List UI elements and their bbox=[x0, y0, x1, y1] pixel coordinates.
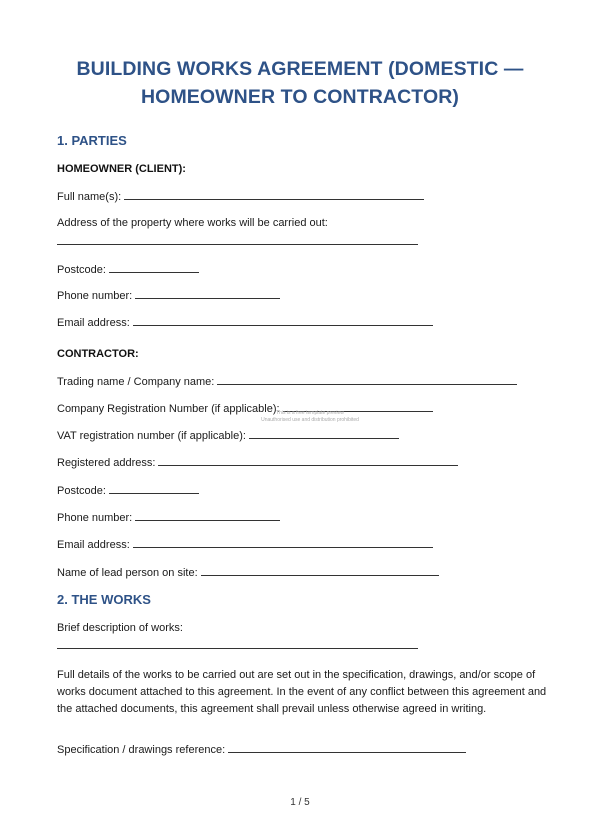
homeowner-email-label: Email address: bbox=[57, 317, 130, 329]
contractor-trading-name-field[interactable] bbox=[57, 375, 517, 388]
homeowner-phone-blank[interactable] bbox=[135, 289, 280, 299]
homeowner-email-field[interactable] bbox=[57, 316, 433, 329]
page-number: 1 / 5 bbox=[290, 797, 310, 808]
contractor-email-field[interactable] bbox=[57, 538, 433, 551]
contractor-registered-address-field[interactable] bbox=[57, 456, 458, 469]
homeowner-address-blank[interactable] bbox=[57, 244, 418, 245]
contractor-vat-label: VAT registration number (if applicable): bbox=[57, 430, 246, 442]
spec-reference-label: Specification / drawings reference: bbox=[57, 744, 226, 756]
contractor-company-reg-field[interactable] bbox=[57, 402, 433, 415]
works-details-paragraph: Full details of the works to be carried out are set out in the specification, drawings, and/or scope of works document attached to this agreement. In the event of any conflict between this agreement and the attached documents, this agreement shall prevail unless otherwise agreed in writing. bbox=[57, 669, 547, 715]
section-heading-parties: 1. PARTIES bbox=[57, 133, 127, 148]
homeowner-postcode-field[interactable] bbox=[57, 263, 199, 276]
homeowner-email-blank[interactable] bbox=[133, 316, 433, 326]
homeowner-phone-field[interactable] bbox=[57, 289, 280, 302]
homeowner-full-name-label: Full name(s): bbox=[57, 191, 122, 203]
watermark-text: This is a free template preview Unauthorised use and distribution prohibited bbox=[261, 410, 359, 423]
works-brief-description-blank[interactable] bbox=[57, 648, 418, 649]
contractor-lead-person-blank[interactable] bbox=[201, 566, 439, 576]
contractor-heading: CONTRACTOR: bbox=[57, 348, 139, 360]
contractor-lead-person-label: Name of lead person on site: bbox=[57, 567, 198, 579]
contractor-registered-address-blank[interactable] bbox=[158, 456, 458, 466]
contractor-email-label: Email address: bbox=[57, 539, 130, 551]
contractor-postcode-label: Postcode: bbox=[57, 485, 106, 497]
contractor-registered-address-label: Registered address: bbox=[57, 457, 156, 469]
section-heading-the-works: 2. THE WORKS bbox=[57, 592, 151, 607]
homeowner-postcode-label: Postcode: bbox=[57, 264, 106, 276]
homeowner-address-label: Address of the property where works will be carried out: bbox=[57, 217, 328, 229]
contractor-vat-blank[interactable] bbox=[249, 429, 399, 439]
contractor-company-reg-label: Company Registration Number (if applicable): bbox=[57, 403, 280, 415]
homeowner-full-name-blank[interactable] bbox=[124, 190, 424, 200]
contractor-vat-field[interactable] bbox=[57, 429, 399, 442]
document-title: BUILDING WORKS AGREEMENT (DOMESTIC — HOMEOWNER TO CONTRACTOR) bbox=[76, 58, 524, 108]
contractor-phone-blank[interactable] bbox=[135, 511, 280, 521]
contractor-trading-name-label: Trading name / Company name: bbox=[57, 376, 215, 388]
homeowner-full-name-field[interactable] bbox=[57, 190, 424, 203]
spec-reference-field[interactable] bbox=[57, 743, 466, 756]
homeowner-postcode-blank[interactable] bbox=[109, 263, 199, 273]
homeowner-phone-label: Phone number: bbox=[57, 290, 133, 302]
contractor-postcode-blank[interactable] bbox=[109, 484, 199, 494]
contractor-email-blank[interactable] bbox=[133, 538, 433, 548]
works-brief-description-label: Brief description of works: bbox=[57, 622, 183, 634]
contractor-lead-person-field[interactable] bbox=[57, 566, 439, 579]
homeowner-heading: HOMEOWNER (CLIENT): bbox=[57, 163, 186, 175]
contractor-phone-label: Phone number: bbox=[57, 512, 133, 524]
spec-reference-blank[interactable] bbox=[228, 743, 466, 753]
contractor-phone-field[interactable] bbox=[57, 511, 280, 524]
contractor-trading-name-blank[interactable] bbox=[217, 375, 517, 385]
contractor-postcode-field[interactable] bbox=[57, 484, 199, 497]
